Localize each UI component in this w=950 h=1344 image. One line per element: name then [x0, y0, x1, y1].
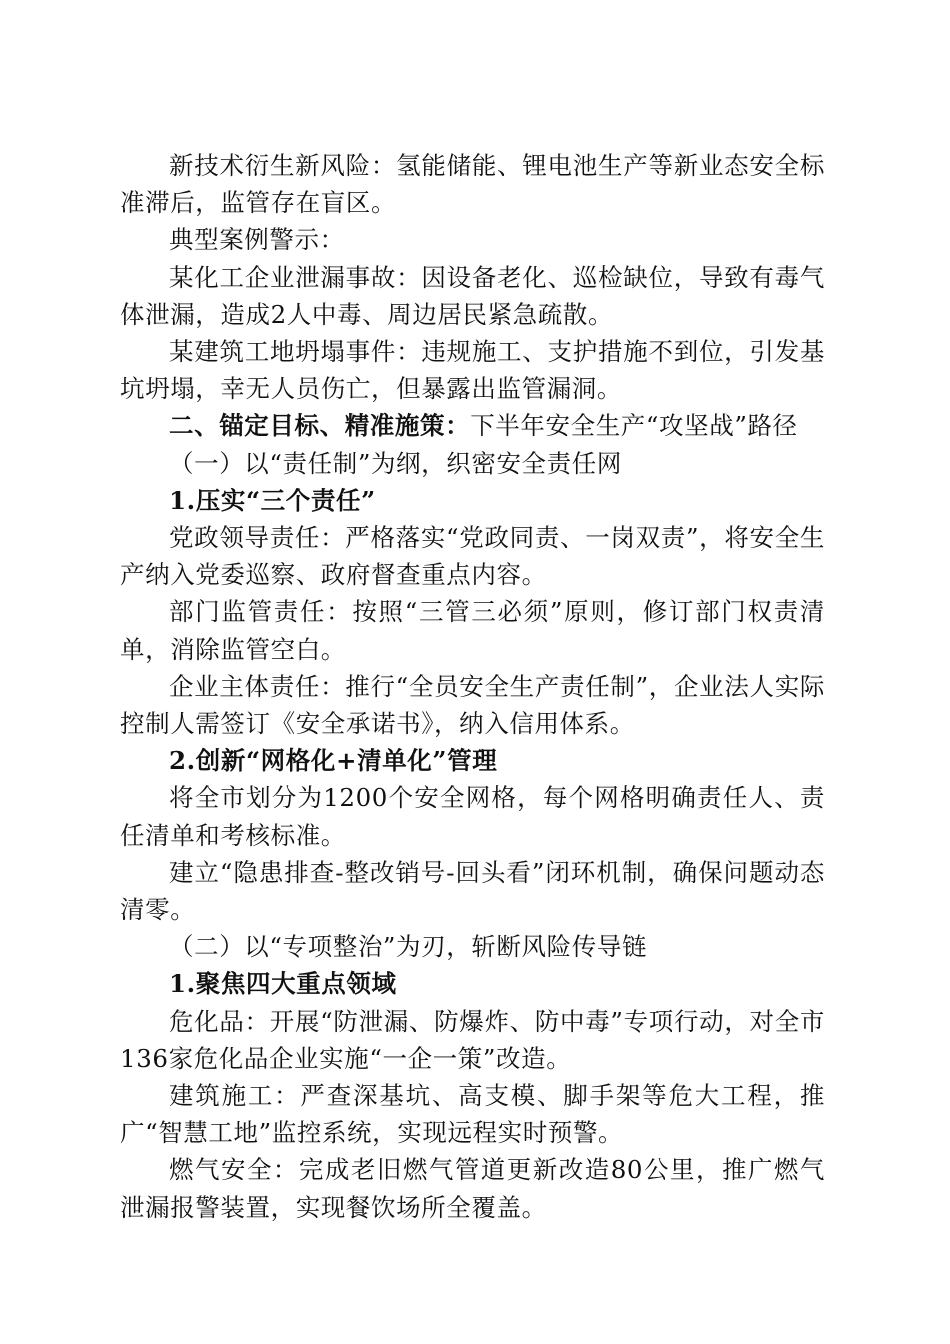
paragraph-new-tech-risk: 新技术衍生新风险：氢能储能、锂电池生产等新业态安全标准滞后，监管存在盲区。 [120, 151, 825, 218]
document-body [120, 147, 825, 1226]
paragraph-chemical-leak-case: 某化工企业泄漏事故：因设备老化、巡检缺位，导致有毒气体泄漏，造成2人中毒、周边居民紧急疏散。 [120, 262, 825, 329]
bold-heading-four-key-areas: 1.聚焦四大重点领域 [169, 969, 397, 999]
section-heading-text: 下半年安全生产“攻坚战”路径 [470, 411, 798, 441]
paragraph-case-warning-label: 典型案例警示： [169, 225, 345, 255]
paragraph-construction-safety: 建筑施工：严查深基坑、高支模、脚手架等危大工程，推广“智慧工地”监控系统，实现远程实时预警。 [120, 1081, 825, 1148]
section-heading-two [120, 407, 825, 444]
bold-heading-grid-management: 2.创新“网格化+清单化”管理 [169, 746, 498, 776]
paragraph-hazardous-chemicals: 危化品：开展“防泄漏、防爆炸、防中毒”专项行动，对全市136家危化品企业实施“一企一策”改造。 [120, 1006, 825, 1073]
paragraph-party-government-duty: 党政领导责任：严格落实“党政同责、一岗双责”，将安全生产纳入党委巡察、政府督查重点内容。 [120, 523, 825, 590]
section-heading-label: 二、锚定目标、精准施策： [169, 411, 471, 441]
paragraph-enterprise-main-duty: 企业主体责任：推行“全员安全生产责任制”，企业法人实际控制人需签订《安全承诺书》，纳入信用体系。 [120, 671, 825, 739]
paragraph-safety-grids: 将全市划分为1200个安全网格，每个网格明确责任人、责任清单和考核标准。 [120, 783, 825, 850]
paragraph-closed-loop-mechanism: 建立“隐患排查-整改销号-回头看”闭环机制，确保问题动态清零。 [120, 857, 825, 925]
paragraph-department-supervision-duty: 部门监管责任：按照“三管三必须”原则，修订部门权责清单，消除监管空白。 [120, 597, 825, 664]
subheading-responsibility: （一）以“责任制”为纲，织密安全责任网 [169, 448, 622, 478]
subheading-special-rectification: （二）以“专项整治”为刃，斩断风险传导链 [169, 932, 648, 962]
paragraph-gas-safety: 燃气安全：完成老旧燃气管道更新改造80公里，推广燃气泄漏报警装置，实现餐饮场所全覆盖。 [120, 1155, 825, 1222]
bold-heading-three-responsibilities: 1.压实“三个责任” [169, 485, 376, 515]
paragraph-construction-collapse-case: 某建筑工地坍塌事件：违规施工、支护措施不到位，引发基坑坍塌，幸无人员伤亡，但暴露出监管漏洞。 [120, 337, 825, 404]
